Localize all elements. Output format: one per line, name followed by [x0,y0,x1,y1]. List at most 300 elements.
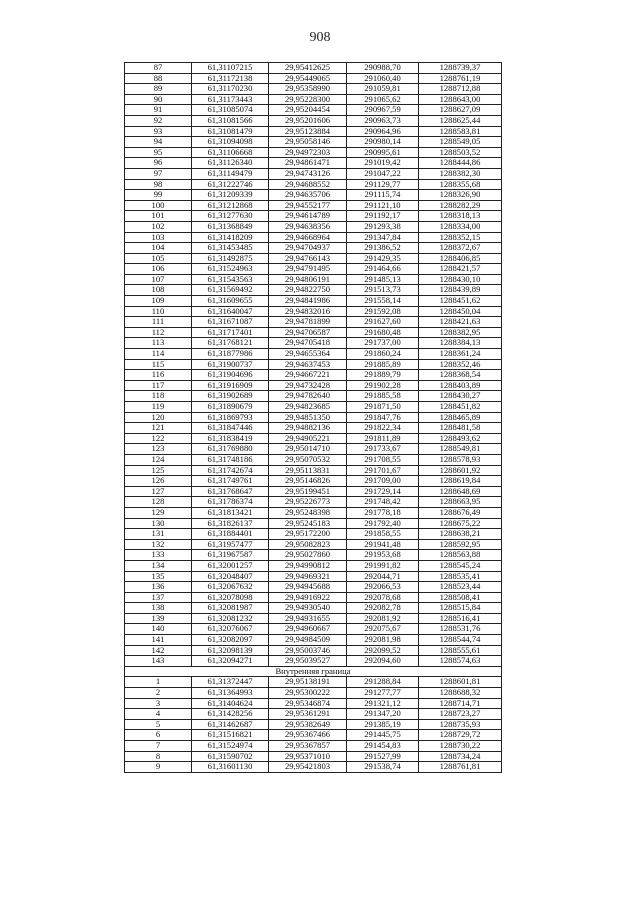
point-number: 93 [125,126,192,137]
longitude: 29,95082823 [269,539,347,550]
table-row [125,518,502,529]
table-row [125,730,502,741]
point-number: 126 [125,476,192,487]
point-number: 91 [125,105,192,116]
longitude: 29,94668964 [269,232,347,243]
table-row [125,380,502,391]
longitude: 29,95228300 [269,94,347,105]
x-coordinate: 291558,14 [347,296,419,307]
y-coordinate: 1288282,29 [419,200,502,211]
longitude: 29,94990812 [269,560,347,571]
longitude: 29,94822750 [269,285,347,296]
latitude: 61,31869793 [192,412,269,423]
longitude: 29,94841986 [269,296,347,307]
latitude: 61,32078098 [192,592,269,603]
table-row [125,751,502,762]
table-row [125,741,502,752]
y-coordinate: 1288549,81 [419,444,502,455]
y-coordinate: 1288382,95 [419,327,502,338]
point-number: 131 [125,529,192,540]
table-row [125,507,502,518]
longitude: 29,95003746 [269,645,347,656]
point-number: 9 [125,762,192,773]
y-coordinate: 1288508,41 [419,592,502,603]
x-coordinate: 291429,35 [347,253,419,264]
y-coordinate: 1288663,95 [419,497,502,508]
x-coordinate: 292094,60 [347,656,419,667]
table-row [125,560,502,571]
latitude: 61,31967587 [192,550,269,561]
point-number: 2 [125,688,192,699]
point-number: 122 [125,433,192,444]
x-coordinate: 291885,58 [347,391,419,402]
longitude: 29,95449065 [269,73,347,84]
table-row [125,529,502,540]
table-row [125,115,502,126]
y-coordinate: 1288761,81 [419,762,502,773]
latitude: 61,31094098 [192,137,269,148]
latitude: 61,31492875 [192,253,269,264]
y-coordinate: 1288555,61 [419,645,502,656]
latitude: 61,31212868 [192,200,269,211]
latitude: 61,32098139 [192,645,269,656]
x-coordinate: 291019,42 [347,158,419,169]
y-coordinate: 1288334,00 [419,221,502,232]
point-number: 94 [125,137,192,148]
y-coordinate: 1288761,19 [419,73,502,84]
point-number: 116 [125,370,192,381]
x-coordinate: 291733,67 [347,444,419,455]
table-row [125,190,502,201]
latitude: 61,31543563 [192,274,269,285]
y-coordinate: 1288535,41 [419,571,502,582]
latitude: 61,31768647 [192,486,269,497]
point-number: 111 [125,317,192,328]
point-number: 109 [125,296,192,307]
y-coordinate: 1288712,88 [419,84,502,95]
y-coordinate: 1288625,44 [419,115,502,126]
y-coordinate: 1288444,86 [419,158,502,169]
point-number: 96 [125,158,192,169]
table-row [125,677,502,688]
x-coordinate: 291748,42 [347,497,419,508]
longitude: 29,95371010 [269,751,347,762]
longitude: 29,95226773 [269,497,347,508]
page-number: 908 [309,30,331,45]
latitude: 61,31170230 [192,84,269,95]
table-row [125,645,502,656]
latitude: 61,31826137 [192,518,269,529]
latitude: 61,31462687 [192,719,269,730]
longitude: 29,95248398 [269,507,347,518]
x-coordinate: 290980,14 [347,137,419,148]
x-coordinate: 291538,74 [347,762,419,773]
point-number: 119 [125,402,192,413]
x-coordinate: 292066,53 [347,582,419,593]
x-coordinate: 291847,76 [347,412,419,423]
point-number: 140 [125,624,192,635]
longitude: 29,95382649 [269,719,347,730]
longitude: 29,94882136 [269,423,347,434]
latitude: 61,31916909 [192,380,269,391]
longitude: 29,95014710 [269,444,347,455]
latitude: 61,31107215 [192,63,269,74]
x-coordinate: 290964,96 [347,126,419,137]
y-coordinate: 1288465,89 [419,412,502,423]
latitude: 61,31884401 [192,529,269,540]
x-coordinate: 291860,24 [347,349,419,360]
x-coordinate: 291288,84 [347,677,419,688]
y-coordinate: 1288439,89 [419,285,502,296]
coordinates-table [124,62,502,773]
point-number: 141 [125,635,192,646]
y-coordinate: 1288544,74 [419,635,502,646]
y-coordinate: 1288421,63 [419,317,502,328]
y-coordinate: 1288403,89 [419,380,502,391]
point-number: 99 [125,190,192,201]
x-coordinate: 291778,18 [347,507,419,518]
x-coordinate: 291729,14 [347,486,419,497]
y-coordinate: 1288730,22 [419,741,502,752]
point-number: 138 [125,603,192,614]
y-coordinate: 1288592,95 [419,539,502,550]
table-row [125,412,502,423]
y-coordinate: 1288563,88 [419,550,502,561]
inner-boundary-rows [125,677,502,772]
longitude: 29,94688552 [269,179,347,190]
y-coordinate: 1288430,10 [419,274,502,285]
longitude: 29,95146826 [269,476,347,487]
table-row [125,126,502,137]
y-coordinate: 1288430,27 [419,391,502,402]
latitude: 61,31081566 [192,115,269,126]
x-coordinate: 292099,52 [347,645,419,656]
x-coordinate: 291347,84 [347,232,419,243]
table-row [125,688,502,699]
table-row [125,243,502,254]
latitude: 61,31368849 [192,221,269,232]
x-coordinate: 291386,52 [347,243,419,254]
x-coordinate: 291708,55 [347,454,419,465]
table-row [125,211,502,222]
table-row [125,465,502,476]
table-row [125,137,502,148]
longitude: 29,94832016 [269,306,347,317]
latitude: 61,31957477 [192,539,269,550]
longitude: 29,95421803 [269,762,347,773]
latitude: 61,31453485 [192,243,269,254]
x-coordinate: 291902,28 [347,380,419,391]
table-row [125,327,502,338]
point-number: 1 [125,677,192,688]
table-row [125,84,502,95]
x-coordinate: 291527,99 [347,751,419,762]
y-coordinate: 1288729,72 [419,730,502,741]
point-number: 104 [125,243,192,254]
x-coordinate: 291871,50 [347,402,419,413]
longitude: 29,95367857 [269,741,347,752]
latitude: 61,31172138 [192,73,269,84]
x-coordinate: 291991,82 [347,560,419,571]
longitude: 29,94905221 [269,433,347,444]
x-coordinate: 291464,66 [347,264,419,275]
point-number: 3 [125,698,192,709]
y-coordinate: 1288384,13 [419,338,502,349]
latitude: 61,32076067 [192,624,269,635]
latitude: 61,31671087 [192,317,269,328]
latitude: 61,31742674 [192,465,269,476]
y-coordinate: 1288714,71 [419,698,502,709]
y-coordinate: 1288601,81 [419,677,502,688]
x-coordinate: 291192,17 [347,211,419,222]
table-row [125,285,502,296]
y-coordinate: 1288372,67 [419,243,502,254]
latitude: 61,31847446 [192,423,269,434]
x-coordinate: 291347,20 [347,709,419,720]
y-coordinate: 1288523,44 [419,582,502,593]
table-row [125,444,502,455]
longitude: 29,94552177 [269,200,347,211]
longitude: 29,94916922 [269,592,347,603]
longitude: 29,94635706 [269,190,347,201]
table-row [125,370,502,381]
table-row [125,349,502,360]
x-coordinate: 292082,78 [347,603,419,614]
longitude: 29,95204454 [269,105,347,116]
x-coordinate: 290963,73 [347,115,419,126]
table-row [125,158,502,169]
point-number: 108 [125,285,192,296]
x-coordinate: 291889,79 [347,370,419,381]
table-row [125,317,502,328]
y-coordinate: 1288627,09 [419,105,502,116]
x-coordinate: 292075,67 [347,624,419,635]
longitude: 29,95172200 [269,529,347,540]
table-row [125,571,502,582]
latitude: 61,31364993 [192,688,269,699]
x-coordinate: 291513,73 [347,285,419,296]
longitude: 29,94960667 [269,624,347,635]
point-number: 92 [125,115,192,126]
latitude: 61,31149479 [192,168,269,179]
x-coordinate: 292078,68 [347,592,419,603]
x-coordinate: 291701,67 [347,465,419,476]
latitude: 61,31877986 [192,349,269,360]
latitude: 61,31786374 [192,497,269,508]
x-coordinate: 291485,13 [347,274,419,285]
point-number: 7 [125,741,192,752]
longitude: 29,94637453 [269,359,347,370]
longitude: 29,94791495 [269,264,347,275]
longitude: 29,94743126 [269,168,347,179]
x-coordinate: 291627,60 [347,317,419,328]
x-coordinate: 290995,61 [347,147,419,158]
latitude: 61,32048407 [192,571,269,582]
x-coordinate: 291115,74 [347,190,419,201]
point-number: 115 [125,359,192,370]
x-coordinate: 291060,40 [347,73,419,84]
y-coordinate: 1288619,84 [419,476,502,487]
longitude: 29,94638356 [269,221,347,232]
y-coordinate: 1288352,46 [419,359,502,370]
y-coordinate: 1288676,49 [419,507,502,518]
y-coordinate: 1288421,57 [419,264,502,275]
y-coordinate: 1288583,81 [419,126,502,137]
table-row [125,582,502,593]
y-coordinate: 1288481,58 [419,423,502,434]
longitude: 29,95245183 [269,518,347,529]
point-number: 106 [125,264,192,275]
point-number: 89 [125,84,192,95]
table-row [125,497,502,508]
y-coordinate: 1288326,90 [419,190,502,201]
point-number: 101 [125,211,192,222]
point-number: 117 [125,380,192,391]
latitude: 61,31769880 [192,444,269,455]
longitude: 29,95358990 [269,84,347,95]
longitude: 29,94930540 [269,603,347,614]
longitude: 29,94931655 [269,613,347,624]
latitude: 61,32067632 [192,582,269,593]
latitude: 61,31609655 [192,296,269,307]
table-row [125,296,502,307]
point-number: 137 [125,592,192,603]
x-coordinate: 291059,81 [347,84,419,95]
x-coordinate: 291592,08 [347,306,419,317]
point-number: 143 [125,656,192,667]
latitude: 61,32001257 [192,560,269,571]
longitude: 29,95039527 [269,656,347,667]
x-coordinate: 291680,48 [347,327,419,338]
y-coordinate: 1288643,00 [419,94,502,105]
table-row [125,454,502,465]
y-coordinate: 1288355,68 [419,179,502,190]
point-number: 107 [125,274,192,285]
table-row [125,391,502,402]
table-row [125,274,502,285]
latitude: 61,31222746 [192,179,269,190]
table-row [125,603,502,614]
point-number: 97 [125,168,192,179]
y-coordinate: 1288493,62 [419,433,502,444]
table-row [125,94,502,105]
latitude: 61,31516821 [192,730,269,741]
y-coordinate: 1288549,05 [419,137,502,148]
point-number: 112 [125,327,192,338]
latitude: 61,31209339 [192,190,269,201]
longitude: 29,94806191 [269,274,347,285]
x-coordinate: 292081,98 [347,635,419,646]
section-row [125,666,502,677]
longitude: 29,94704937 [269,243,347,254]
y-coordinate: 1288574,63 [419,656,502,667]
table-row [125,656,502,667]
x-coordinate: 291321,12 [347,698,419,709]
latitude: 61,31813421 [192,507,269,518]
x-coordinate: 291953,68 [347,550,419,561]
latitude: 61,31277630 [192,211,269,222]
point-number: 88 [125,73,192,84]
latitude: 61,31428256 [192,709,269,720]
latitude: 61,31372447 [192,677,269,688]
x-coordinate: 291737,00 [347,338,419,349]
point-number: 4 [125,709,192,720]
point-number: 8 [125,751,192,762]
table-row [125,698,502,709]
point-number: 105 [125,253,192,264]
longitude: 29,95138191 [269,677,347,688]
point-number: 127 [125,486,192,497]
point-number: 118 [125,391,192,402]
longitude: 29,94614789 [269,211,347,222]
longitude: 29,95201606 [269,115,347,126]
latitude: 61,31524974 [192,741,269,752]
latitude: 61,31838419 [192,433,269,444]
point-number: 90 [125,94,192,105]
longitude: 29,95113831 [269,465,347,476]
latitude: 61,31173443 [192,94,269,105]
longitude: 29,95346874 [269,698,347,709]
longitude: 29,95027860 [269,550,347,561]
table-row [125,147,502,158]
longitude: 29,94969321 [269,571,347,582]
table-row [125,635,502,646]
y-coordinate: 1288739,37 [419,63,502,74]
point-number: 102 [125,221,192,232]
point-number: 142 [125,645,192,656]
longitude: 29,94782640 [269,391,347,402]
x-coordinate: 291047,22 [347,168,419,179]
point-number: 125 [125,465,192,476]
longitude: 29,94732428 [269,380,347,391]
point-number: 6 [125,730,192,741]
table-row [125,624,502,635]
latitude: 61,31085074 [192,105,269,116]
table-row [125,719,502,730]
y-coordinate: 1288648,69 [419,486,502,497]
point-number: 87 [125,63,192,74]
latitude: 61,31768121 [192,338,269,349]
latitude: 61,31890679 [192,402,269,413]
table-row [125,63,502,74]
latitude: 61,31717401 [192,327,269,338]
point-number: 130 [125,518,192,529]
longitude: 29,94945688 [269,582,347,593]
x-coordinate: 291792,40 [347,518,419,529]
latitude: 61,31081479 [192,126,269,137]
table-row [125,709,502,720]
longitude: 29,94861471 [269,158,347,169]
y-coordinate: 1288734,24 [419,751,502,762]
x-coordinate: 292044,71 [347,571,419,582]
outer-boundary-rows [125,63,502,667]
latitude: 61,32081987 [192,603,269,614]
latitude: 61,32081232 [192,613,269,624]
x-coordinate: 290988,70 [347,63,419,74]
table-row [125,338,502,349]
longitude: 29,95361291 [269,709,347,720]
table-row [125,253,502,264]
longitude: 29,94705418 [269,338,347,349]
latitude: 61,32094271 [192,656,269,667]
point-number: 133 [125,550,192,561]
point-number: 128 [125,497,192,508]
y-coordinate: 1288516,41 [419,613,502,624]
longitude: 29,95367466 [269,730,347,741]
latitude: 61,31126340 [192,158,269,169]
y-coordinate: 1288638,21 [419,529,502,540]
longitude: 29,94823685 [269,402,347,413]
